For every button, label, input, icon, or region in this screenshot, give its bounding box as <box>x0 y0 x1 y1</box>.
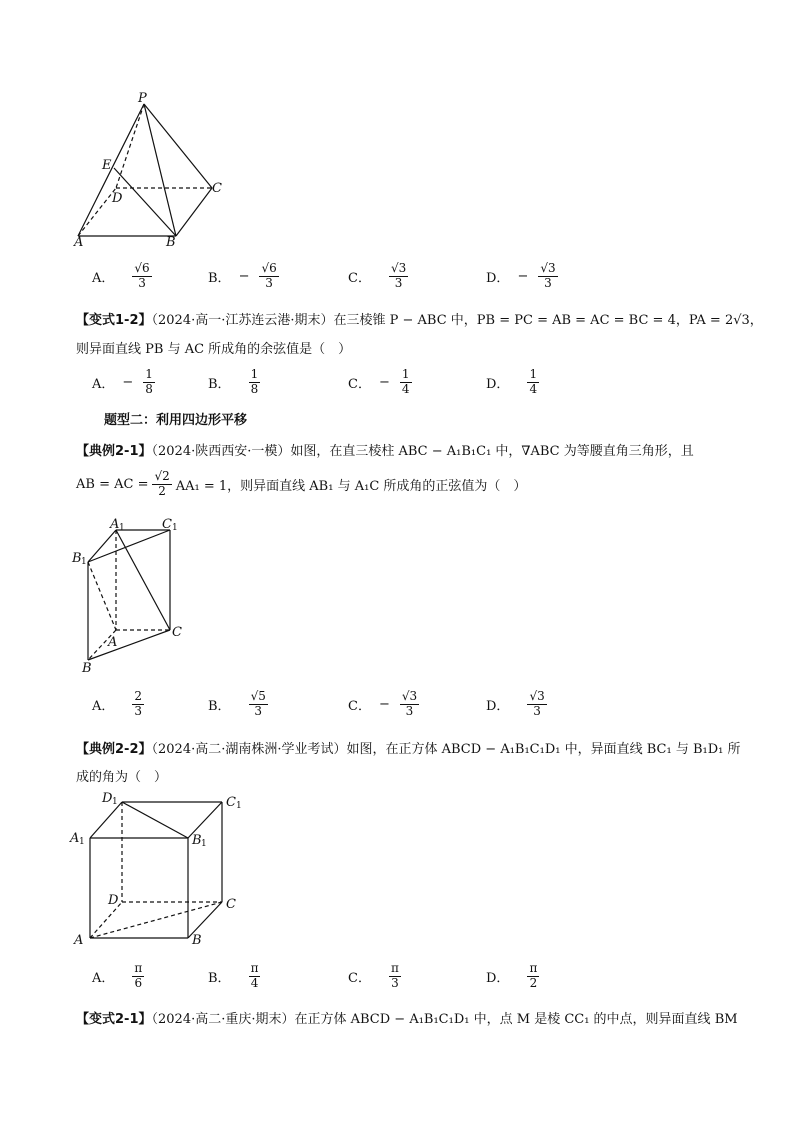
q1-line1: 【变式1-2】（2024·高一·江苏连云港·期末）在三棱锥 P − ABC 中，PB = PC = AB = AC = BC = 4，PA = 2√3， <box>76 313 763 328</box>
fraction: $\frac{√3}{3}$ <box>390 261 407 290</box>
label-B: B <box>166 235 176 250</box>
label-B1: B <box>192 833 202 848</box>
label-C: C <box>212 181 222 196</box>
cube-figure <box>66 792 246 952</box>
fraction: $\frac{1}{4}$ <box>529 367 538 396</box>
q3-line2: 成的角为（ ） <box>76 770 168 785</box>
label-D: D <box>112 191 123 206</box>
label-sub: 1 <box>112 797 118 807</box>
fraction: $\frac{√6}{3}$ <box>261 261 277 290</box>
q1-option-a[interactable]: A． − $\frac{1}{8}$ <box>92 367 153 396</box>
label-C: C <box>226 897 236 912</box>
label-A1: A <box>70 831 80 846</box>
q2-option-d[interactable]: D． $\frac{√3}{3}$ <box>486 689 545 718</box>
q2-line1: 【典例2-1】（2024·陕西西安·一模）如图，在直三棱柱 ABC − A₁B₁C₁ 中，∇ABC 为等腰直角三角形，且 <box>76 444 694 459</box>
label-D: D <box>108 893 119 908</box>
pyramid-figure <box>70 92 230 250</box>
q0-option-a[interactable]: A． $\frac{√6}{3}$ <box>92 261 150 290</box>
fraction: $\frac{\pi}{3}$ <box>390 961 399 990</box>
q1-option-d[interactable]: D． $\frac{1}{4}$ <box>486 367 538 396</box>
fraction: $\frac{\pi}{4}$ <box>250 961 259 990</box>
fraction: $\frac{\pi}{2}$ <box>529 961 538 990</box>
label-sub: 1 <box>79 837 85 847</box>
q1-line2: 则异面直线 PB 与 AC 所成角的余弦值是（ ） <box>76 342 352 357</box>
fraction: $\frac{\pi}{6}$ <box>134 961 143 990</box>
q2-option-c[interactable]: C． − $\frac{√3}{3}$ <box>348 689 418 718</box>
q4-line1: 【变式2-1】（2024·高二·重庆·期末）在正方体 ABCD − A₁B₁C₁D₁ 中，点 M 是棱 CC₁ 的中点，则异面直线 BM <box>76 1012 738 1027</box>
q4-tag: 【变式2-1】 <box>76 1012 152 1027</box>
q0-option-d[interactable]: D． − $\frac{√3}{3}$ <box>486 261 556 290</box>
label-sub: 1 <box>172 523 178 533</box>
fraction: $\frac{2}{3}$ <box>134 689 143 718</box>
q1-option-c[interactable]: C． − $\frac{1}{4}$ <box>348 367 410 396</box>
label-sub: 1 <box>201 839 207 849</box>
q2-line2: AB = AC = $\frac{√2}{2}$ AA₁ = 1，则异面直线 AB₁ 与 A₁C 所成角的正弦值为（ ） <box>76 469 527 498</box>
q3-option-c[interactable]: C． $\frac{\pi}{3}$ <box>348 961 399 990</box>
q0-option-c[interactable]: C． $\frac{√3}{3}$ <box>348 261 407 290</box>
label-C1: C <box>162 517 172 532</box>
label-A: A <box>108 635 118 650</box>
label-B1: B <box>72 551 82 566</box>
label-A: A <box>74 933 84 948</box>
q1-tag: 【变式1-2】 <box>76 313 152 328</box>
q3-line1: 【典例2-2】（2024·高二·湖南株洲·学业考试）如图，在正方体 ABCD − A₁B₁C₁D₁ 中，异面直线 BC₁ 与 B₁D₁ 所 <box>76 742 741 757</box>
label-B: B <box>82 661 92 676</box>
label-sub: 1 <box>236 801 242 811</box>
q1-option-b[interactable]: B． $\frac{1}{8}$ <box>208 367 259 396</box>
fraction: $\frac{√3}{3}$ <box>529 689 545 718</box>
label-B: B <box>192 933 202 948</box>
label-A: A <box>74 235 84 250</box>
label-sub: 1 <box>119 523 125 533</box>
q3-tag: 【典例2-2】 <box>76 742 152 757</box>
fraction: $\frac{√5}{3}$ <box>250 689 266 718</box>
label-E: E <box>102 158 112 173</box>
fraction: $\frac{1}{4}$ <box>401 367 410 396</box>
q3-option-a[interactable]: A． $\frac{\pi}{6}$ <box>92 961 143 990</box>
fraction: $\frac{1}{8}$ <box>145 367 153 396</box>
label-C1: C <box>226 795 236 810</box>
label-D1: D <box>102 791 113 806</box>
label-sub: 1 <box>81 557 87 567</box>
label-C: C <box>172 625 182 640</box>
q2-option-a[interactable]: A． $\frac{2}{3}$ <box>92 689 143 718</box>
q2-option-b[interactable]: B． $\frac{√5}{3}$ <box>208 689 266 718</box>
q3-option-b[interactable]: B． $\frac{\pi}{4}$ <box>208 961 259 990</box>
q3-option-d[interactable]: D． $\frac{\pi}{2}$ <box>486 961 538 990</box>
section-heading: 题型二：利用四边形平移 <box>104 413 248 428</box>
fraction: $\frac{1}{8}$ <box>250 367 259 396</box>
fraction: $\frac{√3}{3}$ <box>401 689 418 718</box>
label-P: P <box>138 91 147 106</box>
fraction: $\frac{√2}{2}$ <box>154 469 170 498</box>
prism-figure <box>70 516 190 676</box>
fraction: $\frac{√3}{3}$ <box>540 261 556 290</box>
q2-tag: 【典例2-1】 <box>76 444 152 459</box>
fraction: $\frac{√6}{3}$ <box>134 261 150 290</box>
q0-option-b[interactable]: B． − $\frac{√6}{3}$ <box>208 261 277 290</box>
label-A1: A <box>110 517 120 532</box>
